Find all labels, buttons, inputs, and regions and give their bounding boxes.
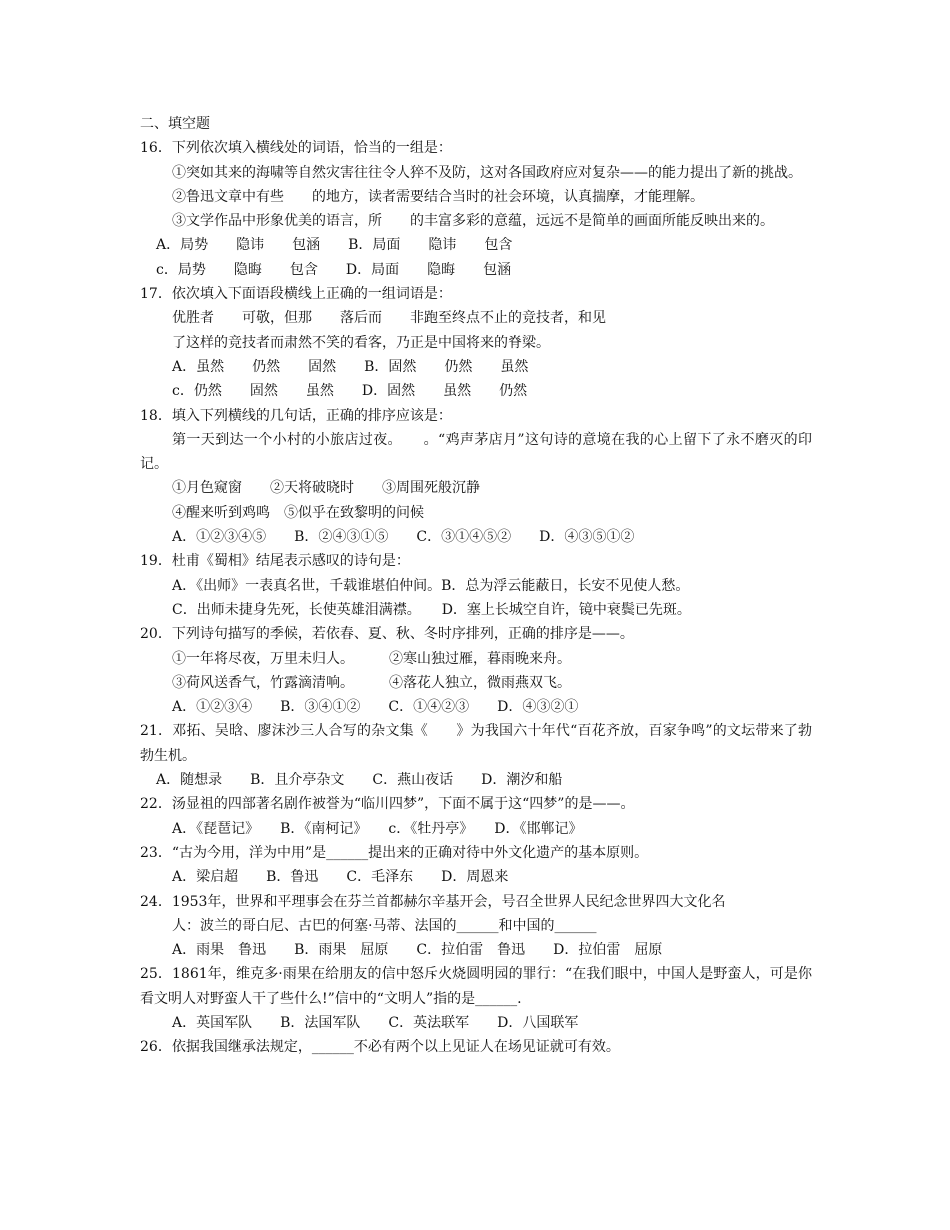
question-line: 第一天到达一个小村的小旅店过夜。 。“鸡声茅店月”这句诗的意境在我的心上留下了永不磨灭的印记。 — [140, 431, 812, 473]
question-stem: 25．1861年，维克多·雨果在给朋友的信中怒斥火烧圆明园的罪行：“在我们眼中，中国人是野蛮人，可是你看文明人对野蛮人干了些什么!”信中的“文明人”指的是______. — [140, 966, 812, 1007]
question-line: ③荷风送香气，竹露滴清响。 ④落花人独立，微雨燕双飞。 — [172, 674, 571, 691]
question-stem: 22．汤显祖的四部著名剧作被誉为“临川四梦”，下面不属于这“四梦”的是——。 — [140, 796, 635, 813]
question-line: ③文学作品中形象优美的语言，所 的丰富多彩的意蕴，远远不是简单的画面所能反映出来的。 — [172, 213, 774, 230]
question-line: ②鲁迅文章中有些 的地方，读者需要结合当时的社会环境，认真揣摩，才能理解。 — [172, 188, 704, 205]
question-list — [140, 136, 812, 1059]
question-stem: 19．杜甫《蜀相》结尾表示感叹的诗句是： — [140, 553, 410, 570]
question-block — [140, 622, 812, 719]
question-line: ①一年将尽夜，万里未归人。 ②寒山独过雁，暮雨晚来舟。 — [172, 650, 571, 667]
question-stem: 24．1953年，世界和平理事会在芬兰首都赫尔辛基开会，号召全世界人民纪念世界四大文化名 — [140, 893, 726, 910]
question-line: A．①②③④ B．③④①② C．①④②③ D．④③②① — [172, 699, 579, 716]
question-stem: 17．依次填入下面语段横线上正确的一组词语是： — [140, 286, 452, 303]
question-line: c．局势 隐晦 包含 D．局面 隐晦 包涵 — [156, 261, 512, 278]
question-line: A．雨果 鲁迅 B．雨果 屈原 C．拉伯雷 鲁迅 D．拉伯雷 屈原 — [172, 942, 663, 959]
question-line: A．虽然 仍然 固然 B．固然 仍然 虽然 — [172, 358, 529, 375]
question-block — [140, 136, 812, 282]
question-block — [140, 1035, 812, 1059]
question-line: A．《琵琶记》 B．《南柯记》 c．《牡丹亭》 D．《邯郸记》 — [172, 820, 583, 837]
question-stem: 26．依据我国继承法规定，______不必有两个以上见证人在场见证就可有效。 — [140, 1039, 620, 1056]
question-block — [140, 282, 812, 403]
question-line: 人：波兰的哥白尼、古巴的何塞·马蒂、法国的______和中国的______ — [172, 917, 597, 934]
question-line: A．《出师》一表真名世，千载谁堪伯仲间。B．总为浮云能蔽日，长安不见使人愁。 — [172, 577, 690, 594]
question-block — [140, 404, 812, 550]
section-title: 二、填空题 — [140, 116, 210, 132]
question-block — [140, 792, 812, 841]
question-stem: 16．下列依次填入横线处的词语，恰当的一组是： — [140, 140, 452, 157]
question-stem: 23．“古为今用，洋为中用”是______提出来的正确对待中外文化遗产的基本原则。 — [140, 844, 649, 861]
question-stem: 18．填入下列横线的几句话，正确的排序应该是： — [140, 407, 452, 424]
question-line: A．梁启超 B．鲁迅 C．毛泽东 D．周恩来 — [172, 869, 509, 886]
question-stem: 21．邓拓、吴晗、廖沫沙三人合写的杂文集《 》为我国六十年代“百花齐放，百家争鸣”的文坛带来了勃勃生机。 — [140, 723, 812, 764]
question-block — [140, 549, 812, 622]
question-line: ①月色窥窗 ②天将破晓时 ③周围死般沉静 — [172, 480, 480, 497]
question-line: ①突如其来的海啸等自然灾害往往令人猝不及防，这对各国政府应对复杂——的能力提出了新的挑战。 — [172, 164, 802, 181]
question-line: c．仍然 固然 虽然 D．固然 虽然 仍然 — [172, 383, 528, 400]
question-line: A．英国军队 B．法国军队 C．英法联军 D．八国联军 — [172, 1014, 579, 1031]
question-line: 优胜者 可敬，但那 落后而 非跑至终点不止的竞技者，和见 — [172, 310, 606, 327]
question-line: A．①②③④⑤ B．②④③①⑤ C．③①④⑤② D．④③⑤①② — [172, 529, 635, 546]
question-line: ④醒来听到鸡鸣 ⑤似乎在致黎明的问候 — [172, 504, 424, 521]
question-line: 了这样的竞技者而肃然不笑的看客，乃正是中国将来的脊梁。 — [172, 334, 550, 351]
question-line: C．出师未捷身先死，长使英雄泪满襟。 D．塞上长城空自许，镜中衰鬓已先斑。 — [172, 601, 691, 618]
question-block — [140, 841, 812, 890]
question-stem: 20．下列诗句描写的季候，若依春、夏、秋、冬时序排列，正确的排序是——。 — [140, 626, 634, 643]
question-block — [140, 962, 812, 1035]
exam-page — [140, 112, 812, 1060]
question-line: A．随想录 B．且介亭杂文 C．燕山夜话 D．潮汐和船 — [156, 772, 563, 789]
question-block — [140, 890, 812, 963]
question-line: A．局势 隐讳 包涵 B．局面 隐讳 包含 — [156, 237, 513, 254]
question-block — [140, 719, 812, 792]
